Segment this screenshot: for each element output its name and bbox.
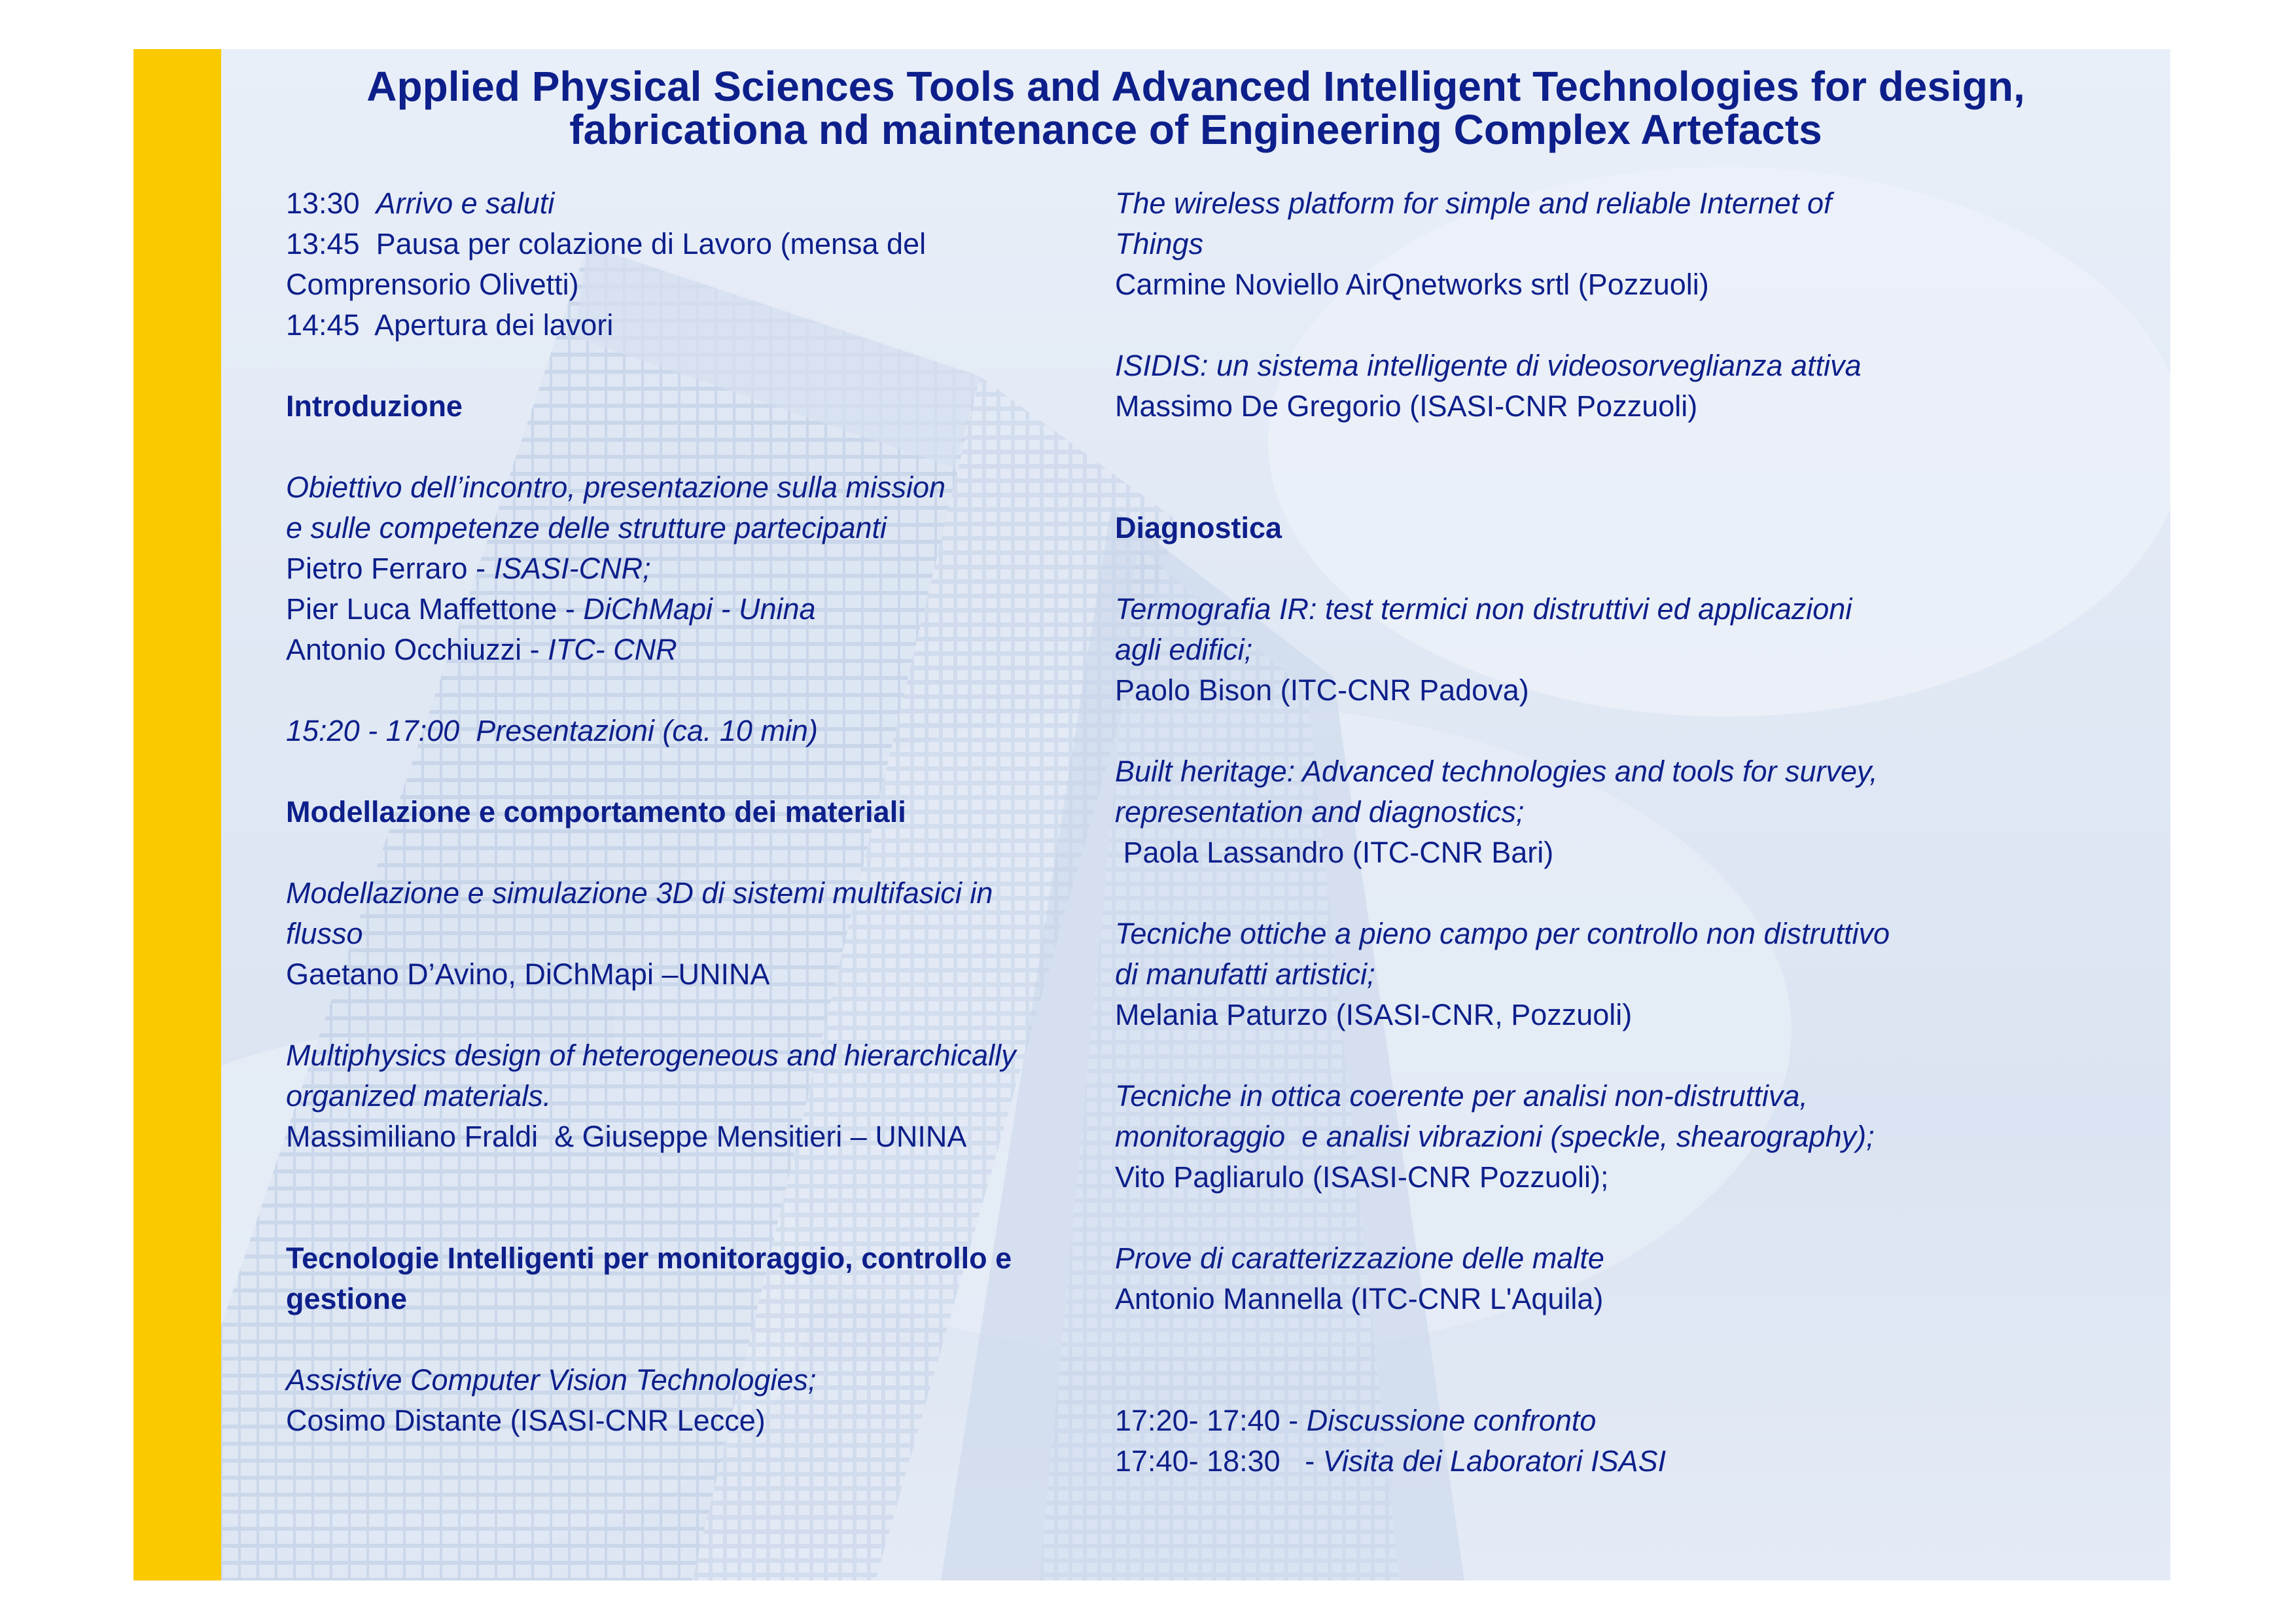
agenda-left-column — [286, 183, 1071, 1441]
section-heading-introduzione: Introduzione — [286, 389, 463, 423]
talk-title: Assistive Computer Vision Technologies; — [286, 1363, 817, 1397]
talk-speaker: Paola Lassandro (ITC-CNR Bari) — [1115, 836, 1554, 869]
section-heading-diagnostica: Diagnostica — [1115, 511, 1282, 544]
talk-speaker: Cosimo Distante (ISASI-CNR Lecce) — [286, 1404, 766, 1437]
speaker-name: Pietro Ferraro - — [286, 552, 494, 585]
item-time: 17:40- 18:30 - — [1115, 1444, 1323, 1478]
speaker-name: Antonio Occhiuzzi - — [286, 633, 548, 666]
speaker-line — [286, 630, 1071, 670]
speaker-line — [286, 589, 1071, 630]
talk-title: Prove di caratterizzazione delle malte — [1115, 1241, 1604, 1275]
speaker-affiliation: DiChMapi - Unina — [583, 592, 816, 626]
accent-bar — [133, 49, 221, 1580]
talk-title: Modellazione e simulazione 3D di sistemi multifasici in — [286, 876, 993, 910]
talk-title: Tecniche in ottica coerente per analisi non-distruttiva, — [1115, 1079, 1808, 1113]
agenda-item-lunch-cont: Comprensorio Olivetti) — [286, 268, 579, 301]
talk-title: Built heritage: Advanced technologies and tools for survey, — [1115, 755, 1878, 788]
talk-title-cont: representation and diagnostics; — [1115, 795, 1525, 829]
item-text: Visita dei Laboratori ISASI — [1322, 1444, 1667, 1478]
speaker-line — [286, 548, 1071, 589]
item-text: Arrivo e saluti — [376, 187, 555, 220]
talk-title-cont: agli edifici; — [1115, 633, 1253, 666]
agenda-right-column — [1115, 183, 1966, 1482]
item-time: 13:30 — [286, 187, 376, 220]
intro-description: Obiettivo dell’incontro, presentazione sulla mission — [286, 471, 946, 504]
talk-speaker: Melania Paturzo (ISASI-CNR, Pozzuoli) — [1115, 998, 1633, 1031]
talk-speaker: Antonio Mannella (ITC-CNR L'Aquila) — [1115, 1282, 1604, 1315]
talk-speaker: Paolo Bison (ITC-CNR Padova) — [1115, 673, 1529, 707]
agenda-item-opening: 14:45 Apertura dei lavori — [286, 308, 614, 342]
speaker-affiliation: ITC- CNR — [548, 633, 677, 666]
talk-title-cont: monitoraggio e analisi vibrazioni (speckle, shearography); — [1115, 1120, 1875, 1153]
talk-title: ISIDIS: un sistema intelligente di videosorveglianza attiva — [1115, 349, 1862, 382]
section-heading-tecnologie-cont: gestione — [286, 1282, 408, 1315]
talk-title-cont: organized materials. — [286, 1079, 552, 1113]
talk-speaker: Gaetano D’Avino, DiChMapi –UNINA — [286, 957, 770, 991]
item-time: 17:20- 17:40 - — [1115, 1404, 1307, 1437]
presentations-slot: 15:20 - 17:00 Presentazioni (ca. 10 min) — [286, 714, 818, 747]
agenda-item-discussion — [1115, 1400, 1966, 1441]
talk-speaker: Carmine Noviello AirQnetworks srtl (Pozzuoli) — [1115, 268, 1709, 301]
talk-title-cont: flusso — [286, 917, 363, 950]
talk-title: The wireless platform for simple and reliable Internet of — [1115, 187, 1832, 220]
agenda-item-arrival — [286, 183, 1071, 224]
agenda-item-lab-visit — [1115, 1441, 1966, 1482]
section-heading-modellazione: Modellazione e comportamento dei materiali — [286, 795, 906, 829]
intro-description-cont: e sulle competenze delle strutture partecipanti — [286, 511, 887, 544]
section-heading-tecnologie: Tecnologie Intelligenti per monitoraggio, controllo e — [286, 1241, 1012, 1275]
talk-title-cont: di manufatti artistici; — [1115, 957, 1375, 991]
talk-title-cont: Things — [1115, 227, 1204, 260]
talk-speaker: Massimo De Gregorio (ISASI-CNR Pozzuoli) — [1115, 389, 1698, 423]
talk-speaker: Vito Pagliarulo (ISASI-CNR Pozzuoli); — [1115, 1160, 1609, 1194]
talk-title: Tecniche ottiche a pieno campo per controllo non distruttivo — [1115, 917, 1890, 950]
talk-speaker: Massimiliano Fraldi & Giuseppe Mensitieri – UNINA — [286, 1120, 967, 1153]
agenda-item-lunch: 13:45 Pausa per colazione di Lavoro (mensa del — [286, 227, 927, 260]
item-text: Discussione confronto — [1306, 1404, 1597, 1437]
page-title — [221, 65, 2170, 151]
title-line-2: fabricationa nd maintenance of Engineering Complex Artefacts — [569, 106, 1822, 153]
talk-title: Termografia IR: test termici non distruttivi ed applicazioni — [1115, 592, 1852, 626]
title-line-1: Applied Physical Sciences Tools and Advanced Intelligent Technologies for design, — [366, 63, 2025, 110]
talk-title: Multiphysics design of heterogeneous and hierarchically — [286, 1039, 1016, 1072]
speaker-affiliation: ISASI-CNR; — [493, 552, 651, 585]
speaker-name: Pier Luca Maffettone - — [286, 592, 584, 626]
